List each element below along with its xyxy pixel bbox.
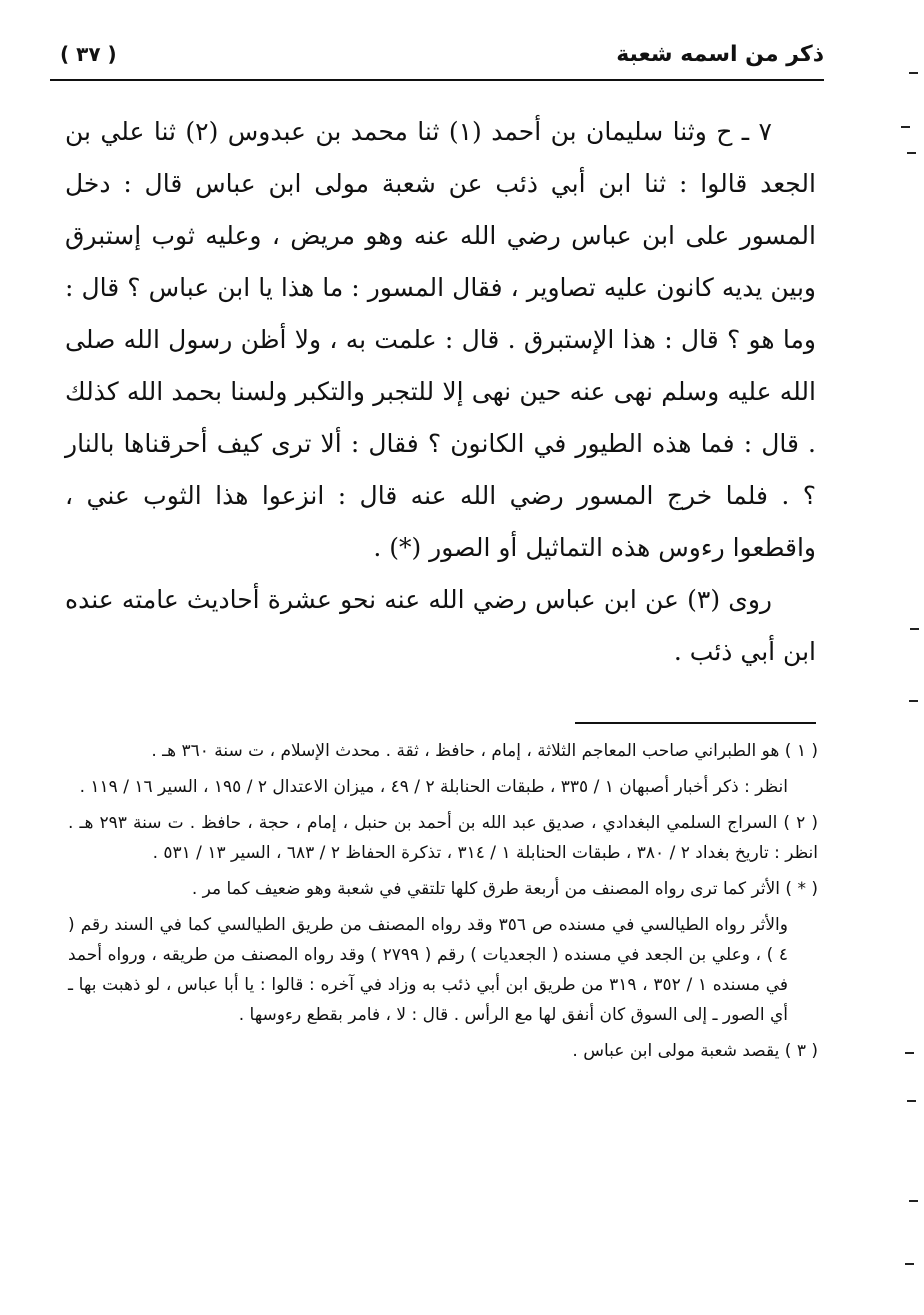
main-text [65, 106, 816, 678]
page-number: ( ٣٧ ) [60, 42, 117, 66]
header-divider [50, 79, 824, 81]
narration-paragraph: ٧ ـ ح وثنا سليمان بن أحمد (١) ثنا محمد بن عبدوس (٢) ثنا علي بن الجعد قالوا : ثنا ابن أبي ذئب عن شعبة مولى ابن عباس قال : دخل المسور على ابن عباس رضي الله عنه وهو مريض ، وعليه ثوب إستبرق وبين يديه كانون عليه تصاوير ، فقال المسور : ما هذا يا ابن عباس ؟ قال : وما هو ؟ قال : هذا الإستبرق . قال : علمت به ، ولا أظن رسول الله صلى الله عليه وسلم نهى عنه حين نهى إلا للتجبر والتكبر ولسنا بحمد الله كذلك . قال : فما هذه الطيور في الكانون ؟ فقال : ألا ترى كيف أحرقناها بالنار ؟ . فلما خرج المسور رضي الله عنه قال : انزعوا هذا الثوب عني ، واقطعوا رءوس هذه التماثيل أو الصور (*) . [65, 117, 816, 562]
scan-edge-mark [910, 628, 919, 630]
narration-note-paragraph: روى (٣) عن ابن عباس رضي الله عنه نحو عشرة أحاديث عامته عنده ابن أبي ذئب . [65, 585, 816, 666]
footnote-asterisk-detail: والأثر رواه الطيالسي في مسنده ص ٣٥٦ وقد رواه المصنف من طريق الطيالسي كما في السند رقم ( ٤ ) ، وعلي بن الجعد في مسنده ( الجعديات ) رقم ( ٢٧٩٩ ) وقد رواه المصنف من طريقه ، ورواه أحمد في مسنده ١ / ٣٥٢ ، ٣١٩ من طريق ابن أبي ذئب به وزاد في آخره : قالوا : يا أبا عباس ، لو ذهبت بها ـ أي الصور ـ إلى السوق كان أنفق لها مع الرأس . قال : لا ، فامر بقطع رءوسها . [68, 915, 788, 1025]
footnote-2: ( ٢ ) السراج السلمي البغدادي ، صديق عبد الله بن أحمد بن حنبل ، إمام ، حجة ، حافظ . ت سنة ٢٩٣ هـ . انظر : تاريخ بغداد ٢ / ٣٨٠ ، طبقات الحنابلة ١ / ٣١٤ ، تذكرة الحفاظ ٢ / ٦٨٣ ، السير ١٣ / ٥٣١ . [68, 813, 818, 863]
scan-edge-mark [901, 126, 910, 128]
footnote-divider [575, 722, 816, 724]
scan-edge-mark [907, 152, 916, 154]
footnote-1: ( ١ ) هو الطبراني صاحب المعاجم الثلاثة ، إمام ، حافظ ، ثقة . محدث الإسلام ، ت سنة ٣٦٠ هـ . [151, 741, 818, 761]
scan-edge-mark [909, 72, 918, 74]
scan-edge-mark [905, 1263, 914, 1265]
footnote-asterisk: ( * ) الأثر كما ترى رواه المصنف من أربعة طرق كلها تلتقي في شعبة وهو ضعيف كما مر . [191, 879, 818, 899]
footnote-1-sources: انظر : ذكر أخبار أصبهان ١ / ٣٣٥ ، طبقات الحنابلة ٢ / ٤٩ ، ميزان الاعتدال ٢ / ١٩٥ ، السير ١٦ / ١١٩ . [79, 777, 788, 797]
scan-edge-mark [909, 1200, 918, 1202]
scan-edge-mark [907, 1100, 916, 1102]
scan-edge-mark [905, 1052, 914, 1054]
scan-edge-mark [909, 700, 918, 702]
footnote-3: ( ٣ ) يقصد شعبة مولى ابن عباس . [572, 1041, 818, 1061]
running-title: ذكر من اسمه شعبة [616, 42, 824, 67]
page-header [60, 40, 824, 80]
footnotes [68, 736, 818, 1072]
